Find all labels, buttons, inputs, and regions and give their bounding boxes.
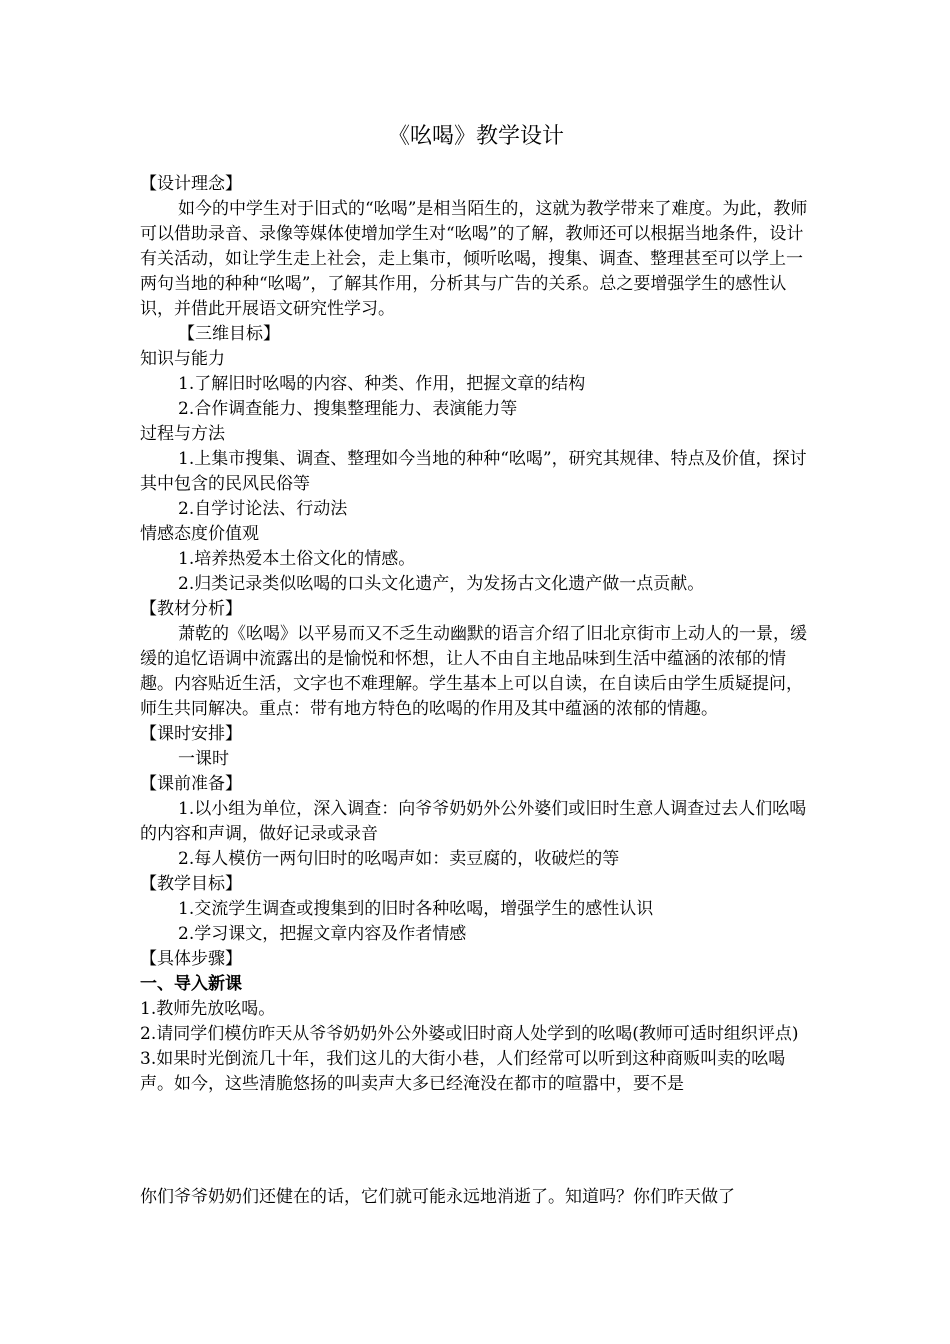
knowledge-item-1: 1.了解旧时吆喝的内容、种类、作用，把握文章的结构 bbox=[178, 374, 586, 394]
document-title: 《吆喝》教学设计 bbox=[387, 124, 564, 149]
knowledge-item-2: 2.合作调查能力、搜集整理能力、表演能力等 bbox=[178, 399, 518, 419]
analysis-heading: 【教材分析】 bbox=[140, 599, 242, 619]
step1-item-1: 1.教师先放吆喝。 bbox=[140, 999, 276, 1019]
continuation-text: 你们爷爷奶奶们还健在的话，它们就可能永远地消逝了。知道吗？你们昨天做了 bbox=[140, 1187, 735, 1207]
document-body bbox=[140, 172, 812, 1097]
knowledge-heading: 知识与能力 bbox=[140, 349, 225, 369]
schedule-text: 一课时 bbox=[178, 749, 229, 769]
emotion-heading: 情感态度价值观 bbox=[140, 524, 259, 544]
teach-goal-heading: 【教学目标】 bbox=[140, 874, 242, 894]
prep-item-1: 1.以小组为单位，深入调查：向爷爷奶奶外公外婆们或旧时生意人调查过去人们吆喝的内容和声调，做好记录或录音 bbox=[140, 799, 807, 844]
teach-goal-item-2: 2.学习课文，把握文章内容及作者情感 bbox=[178, 924, 467, 944]
step1-heading: 一、导入新课 bbox=[140, 974, 242, 994]
step1-item-2: 2.请同学们模仿昨天从爷爷奶奶外公外婆或旧时商人处学到的吆喝(教师可适时组织评点) bbox=[140, 1024, 799, 1044]
continuation-block bbox=[140, 1185, 812, 1210]
goals-heading: 【三维目标】 bbox=[178, 324, 280, 344]
prep-heading: 【课前准备】 bbox=[140, 774, 242, 794]
process-item-1: 1.上集市搜集、调查、整理如今当地的种种“吆喝”，研究其规律、特点及价值，探讨其中包含的民风民俗等 bbox=[140, 449, 807, 494]
analysis-text: 萧乾的《吆喝》以平易而又不乏生动幽默的语言介绍了旧北京街市上动人的一景，缓缓的追忆语调中流露出的是愉悦和怀想，让人不由自主地品味到生活中蕴涵的浓郁的情趣。内容贴近生活，文字也不难理解。学生基本上可以自读，在自读后由学生质疑提问，师生共同解决。重点：带有地方特色的吆喝的作用及其中蕴涵的浓郁的情趣。 bbox=[140, 624, 807, 719]
teach-goal-item-1: 1.交流学生调查或搜集到的旧时各种吆喝，增强学生的感性认识 bbox=[178, 899, 654, 919]
emotion-item-1: 1.培养热爱本土俗文化的情感。 bbox=[178, 549, 416, 569]
prep-item-2: 2.每人模仿一两句旧时的吆喝声如：卖豆腐的，收破烂的等 bbox=[178, 849, 620, 869]
step1-item-3: 3.如果时光倒流几十年，我们这儿的大街小巷，人们经常可以听到这种商贩叫卖的吆喝声。如今，这些清脆悠扬的叫卖声大多已经淹没在都市的喧嚣中，要不是 bbox=[140, 1049, 786, 1094]
steps-heading: 【具体步骤】 bbox=[140, 949, 242, 969]
process-item-2: 2.自学讨论法、行动法 bbox=[178, 499, 348, 519]
process-heading: 过程与方法 bbox=[140, 424, 225, 444]
emotion-item-2: 2.归类记录类似吆喝的口头文化遗产，为发扬古文化遗产做一点贡献。 bbox=[178, 574, 705, 594]
schedule-heading: 【课时安排】 bbox=[140, 724, 242, 744]
concept-text: 如今的中学生对于旧式的“吆喝”是相当陌生的，这就为教学带来了难度。为此，教师可以借助录音、录像等媒体使增加学生对“吆喝”的了解，教师还可以根据当地条件，设计有关活动，如让学生走上社会，走上集市，倾听吆喝，搜集、调查、整理甚至可以学上一两句当地的种种“吆喝”，了解其作用，分析其与广告的关系。总之要增强学生的感性认识，并借此开展语文研究性学习。 bbox=[140, 199, 808, 319]
concept-heading: 【设计理念】 bbox=[140, 174, 242, 194]
